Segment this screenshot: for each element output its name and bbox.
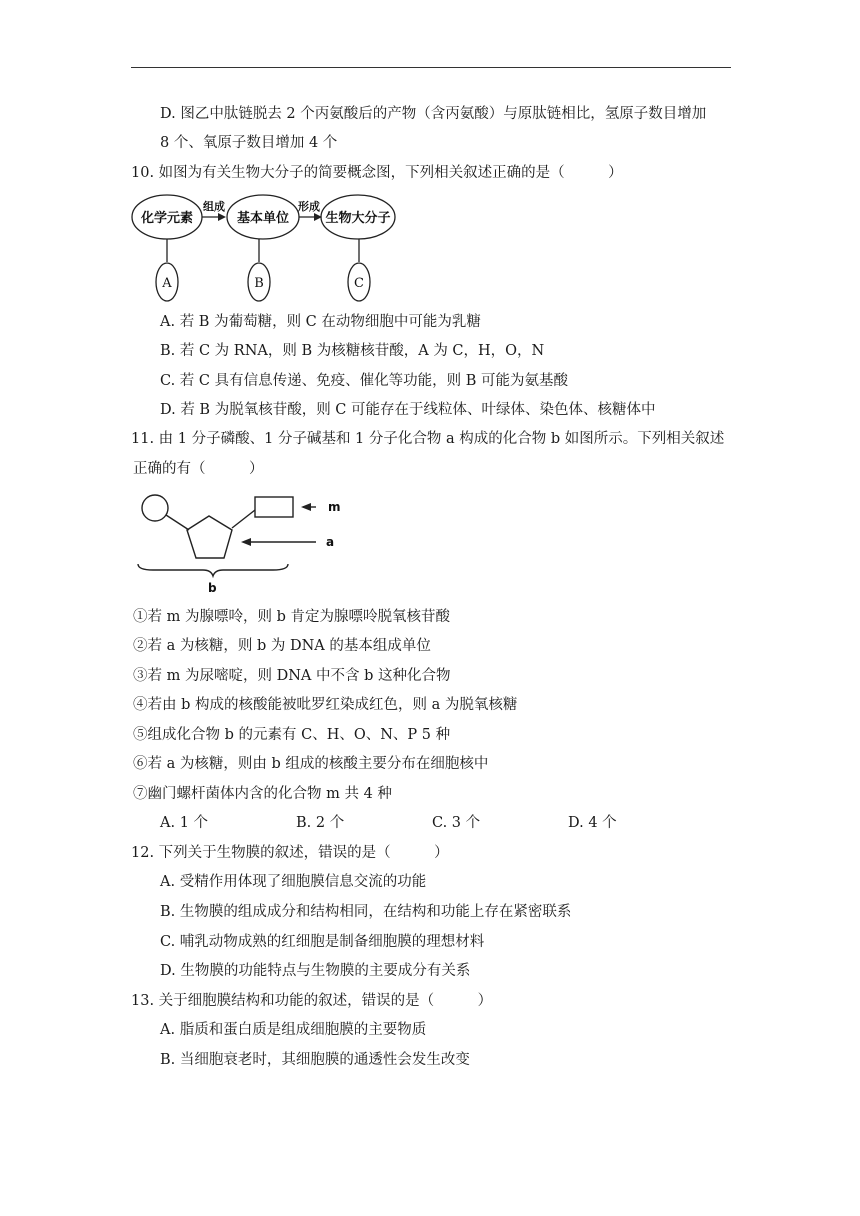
header-rule [131, 67, 731, 68]
q11-choice-a: A. 1 个 [160, 815, 209, 831]
q11-choice-d: D. 4 个 [568, 815, 617, 831]
q11-statement-7: ⑦幽门螺杆菌体内含的化合物 m 共 4 种 [133, 786, 392, 802]
q12-option-c: C. 哺乳动物成熟的红细胞是制备细胞膜的理想材料 [160, 934, 485, 950]
q9-option-d-line2: 8 个、氧原子数目增加 4 个 [160, 135, 338, 151]
q11-statement-3: ③若 m 为尿嘧啶，则 DNA 中不含 b 这种化合物 [133, 668, 451, 684]
q11-statement-4: ④若由 b 构成的核酸能被吡罗红染成红色，则 a 为脱氧核糖 [133, 697, 518, 713]
q10-concept-diagram [131, 190, 401, 305]
q11-stem-line1: 11. 由 1 分子磷酸、1 分子碱基和 1 分子化合物 a 构成的化合物 b 如图所示。下列相关叙述 [131, 431, 725, 447]
q12-stem: 12. 下列关于生物膜的叙述，错误的是（ ） [131, 845, 449, 861]
q13-stem: 13. 关于细胞膜结构和功能的叙述，错误的是（ ） [131, 993, 493, 1009]
q11-statement-1: ①若 m 为腺嘌呤，则 b 肯定为腺嘌呤脱氧核苷酸 [133, 609, 450, 625]
q13-option-b: B. 当细胞衰老时，其细胞膜的通透性会发生改变 [160, 1052, 470, 1068]
arrow1-label: 组成 [203, 200, 225, 213]
label-b: b [208, 581, 217, 595]
base-rectangle [255, 497, 293, 517]
sub-b: B [254, 276, 264, 291]
q12-option-d: D. 生物膜的功能特点与生物膜的主要成分有关系 [160, 963, 471, 979]
q10-option-a: A. 若 B 为葡萄糖，则 C 在动物细胞中可能为乳糖 [160, 314, 481, 330]
q13-option-a: A. 脂质和蛋白质是组成细胞膜的主要物质 [160, 1022, 427, 1038]
label-a: a [326, 535, 335, 549]
q11-choice-c: C. 3 个 [432, 815, 481, 831]
q11-nucleotide-diagram [133, 488, 353, 598]
q10-option-b: B. 若 C 为 RNA，则 B 为核糖核苷酸，A 为 C，H，O，N [160, 343, 545, 359]
q11-stem-line2: 正确的有（ ） [133, 461, 264, 477]
node2-text: 基本单位 [236, 211, 290, 226]
q12-option-b: B. 生物膜的组成成分和结构相同，在结构和功能上存在紧密联系 [160, 904, 572, 920]
arrow2-label: 形成 [298, 200, 320, 213]
node1-text: 化学元素 [140, 211, 194, 226]
q10-stem: 10. 如图为有关生物大分子的简要概念图，下列相关叙述正确的是（ ） [131, 165, 623, 181]
q10-option-d: D. 若 B 为脱氧核苷酸，则 C 可能存在于线粒体、叶绿体、染色体、核糖体中 [160, 402, 656, 418]
q11-statement-6: ⑥若 a 为核糖，则由 b 组成的核酸主要分布在细胞核中 [133, 756, 489, 772]
pentose-sugar [187, 516, 232, 558]
sub-a: A [162, 276, 172, 291]
sub-c: C [354, 276, 364, 291]
q9-option-d-line1: D. 图乙中肽链脱去 2 个丙氨酸后的产物（含丙氨酸）与原肽链相比，氢原子数目增加 [160, 106, 707, 122]
node3-text: 生物大分子 [325, 211, 391, 226]
q11-choice-b: B. 2 个 [296, 815, 345, 831]
q11-statement-2: ②若 a 为核糖，则 b 为 DNA 的基本组成单位 [133, 638, 431, 654]
q10-option-c: C. 若 C 具有信息传递、免疫、催化等功能，则 B 可能为氨基酸 [160, 373, 568, 389]
q11-statement-5: ⑤组成化合物 b 的元素有 C、H、O、N、P 5 种 [133, 727, 451, 743]
label-m: m [328, 500, 341, 514]
q12-option-a: A. 受精作用体现了细胞膜信息交流的功能 [160, 874, 427, 890]
phosphate-circle [142, 495, 168, 521]
